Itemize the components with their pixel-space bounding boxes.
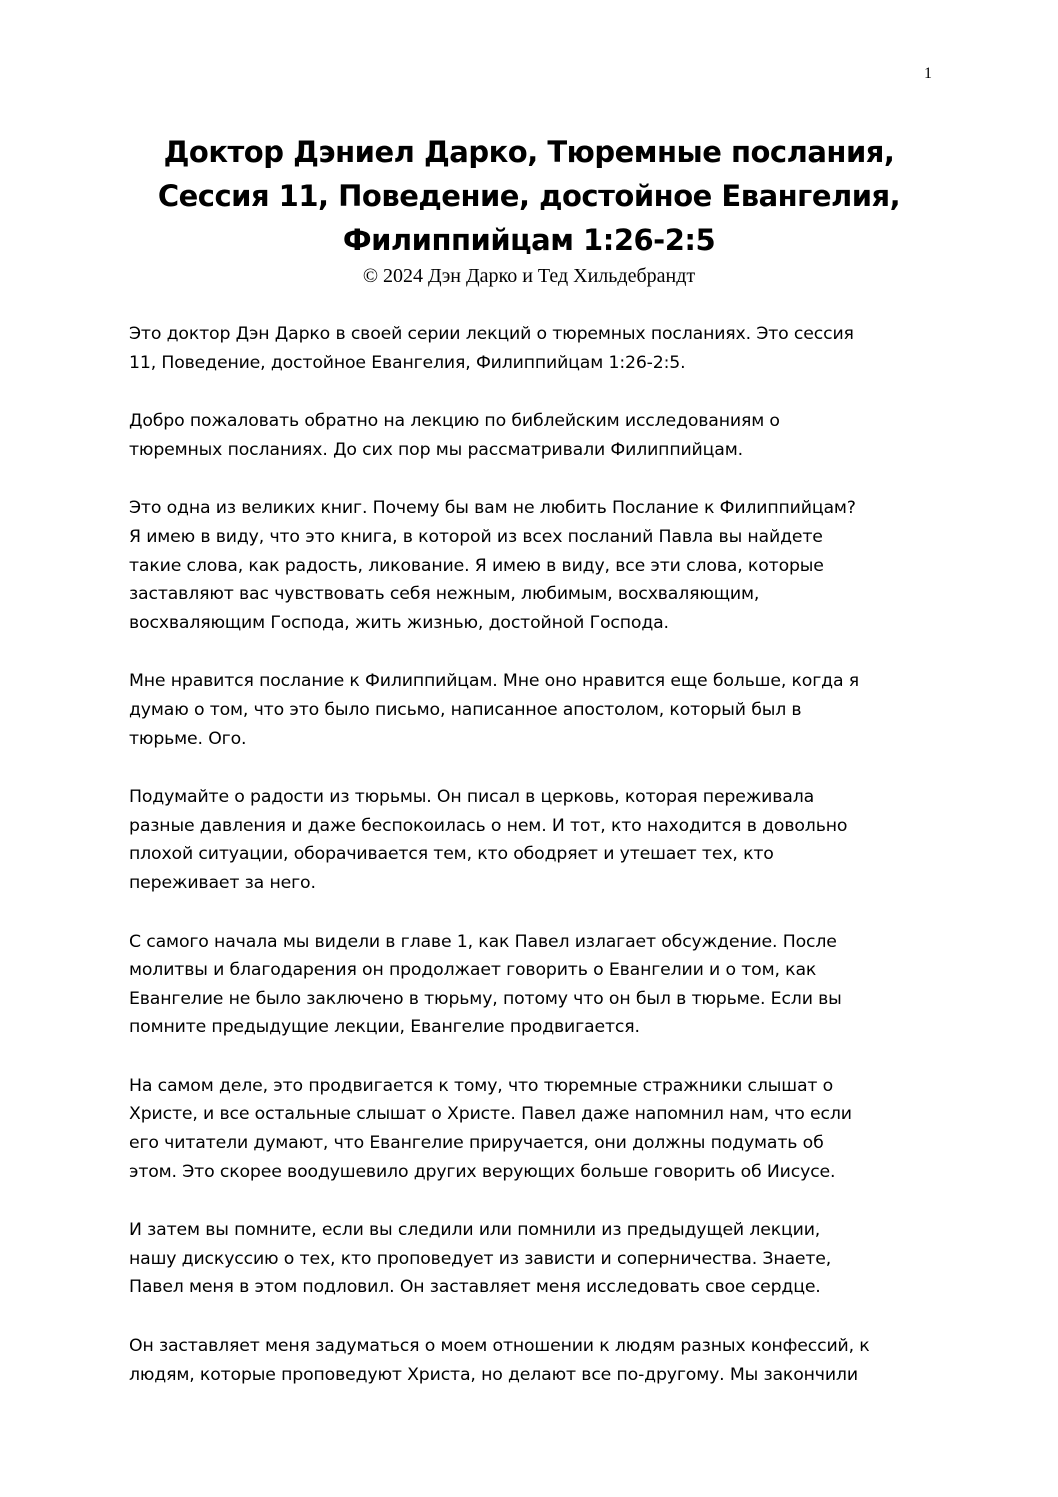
text-line: Это одна из великих книг. Почему бы вам не любить Послание к Филиппийцам? [129,498,856,519]
text-line: Христе, и все остальные слышат о Христе. Павел даже напомнил нам, что если [129,1104,852,1125]
paragraph-joy-from-prison [129,783,941,897]
text-line: плохой ситуации, оборачивается тем, кто ободряет и утешает тех, кто [129,844,774,865]
paragraph-envy-rivalry [129,1216,941,1302]
title-line: Сессия 11, Поведение, достойное Евангелия, [157,179,901,213]
text-line: этом. Это скорее воодушевило других верующих больше говорить об Иисусе. [129,1161,836,1182]
text-line: Он заставляет меня задуматься о моем отношении к людям разных конфессий, к [129,1336,870,1357]
text-line: На самом деле, это продвигается к тому, что тюремные стражники слышат о [129,1075,834,1096]
text-line: думаю о том, что это было письмо, написанное апостолом, который был в [129,699,802,720]
paragraph-denominations [129,1332,941,1389]
text-line: молитвы и благодарения он продолжает говорить о Евангелии и о том, как [129,960,817,981]
text-line: восхваляющим Господа, жить жизнью, достойной Господа. [129,612,669,633]
page-number: 1 [924,65,932,82]
text-line: разные давления и даже беспокоилась о нем. И тот, кто находится в довольно [129,815,848,836]
text-line: переживает за него. [129,872,316,893]
text-line: Это доктор Дэн Дарко в своей серии лекций о тюремных посланиях. Это сессия [129,324,854,344]
text-line: Евангелие не было заключено в тюрьму, потому что он был в тюрьме. Если вы [129,988,842,1009]
paragraph-intro [129,320,941,377]
title-line: Доктор Дэниел Дарко, Тюремные послания, [163,135,895,169]
paragraph-gospel-advances [129,1072,941,1186]
text-line: Подумайте о радости из тюрьмы. Он писал в церковь, которая переживала [129,787,815,808]
document-body [129,320,941,1419]
text-line: И затем вы помните, если вы следили или помнили из предыдущей лекции, [129,1220,821,1241]
paragraph-like-philippians [129,667,941,753]
paragraph-great-books [129,494,941,637]
text-line: Я имею в виду, что это книга, в которой из всех посланий Павла вы найдете [129,526,823,547]
text-line: такие слова, как радость, ликование. Я имею в виду, все эти слова, которые [129,555,824,576]
paragraph-welcome [129,407,941,464]
text-line: людям, которые проповедуют Христа, но делают все по-другому. Мы закончили [129,1364,858,1385]
text-line: Павел меня в этом подловил. Он заставляет меня исследовать свое сердце. [129,1277,821,1298]
title-line: Филиппийцам 1:26-2:5 [342,223,716,257]
text-line: Добро пожаловать обратно на лекцию по библейским исследованиям о [129,411,780,432]
text-line: тюрьме. Ого. [129,728,247,749]
text-line: тюремных посланиях. До сих пор мы рассматривали Филиппийцам. [129,439,743,460]
text-line: его читатели думают, что Евангелие приручается, они должны подумать об [129,1133,824,1154]
text-line: помните предыдущие лекции, Евангелие продвигается. [129,1017,640,1038]
document-title [96,130,962,262]
text-line: нашу дискуссию о тех, кто проповедует из зависти и соперничества. Знаете, [129,1248,832,1269]
paragraph-chapter-one [129,928,941,1042]
title-block [96,130,962,288]
text-line: заставляют вас чувствовать себя нежным, любимым, восхваляющим, [129,584,760,605]
text-line: Мне нравится послание к Филиппийцам. Мне оно нравится еще больше, когда я [129,671,859,692]
text-line: 11, Поведение, достойное Евангелия, Филиппийцам 1:26-2:5. [129,352,686,373]
copyright-notice: © 2024 Дэн Дарко и Тед Хильдебрандт [362,265,696,287]
text-line: С самого начала мы видели в главе 1, как Павел излагает обсуждение. После [129,931,837,952]
